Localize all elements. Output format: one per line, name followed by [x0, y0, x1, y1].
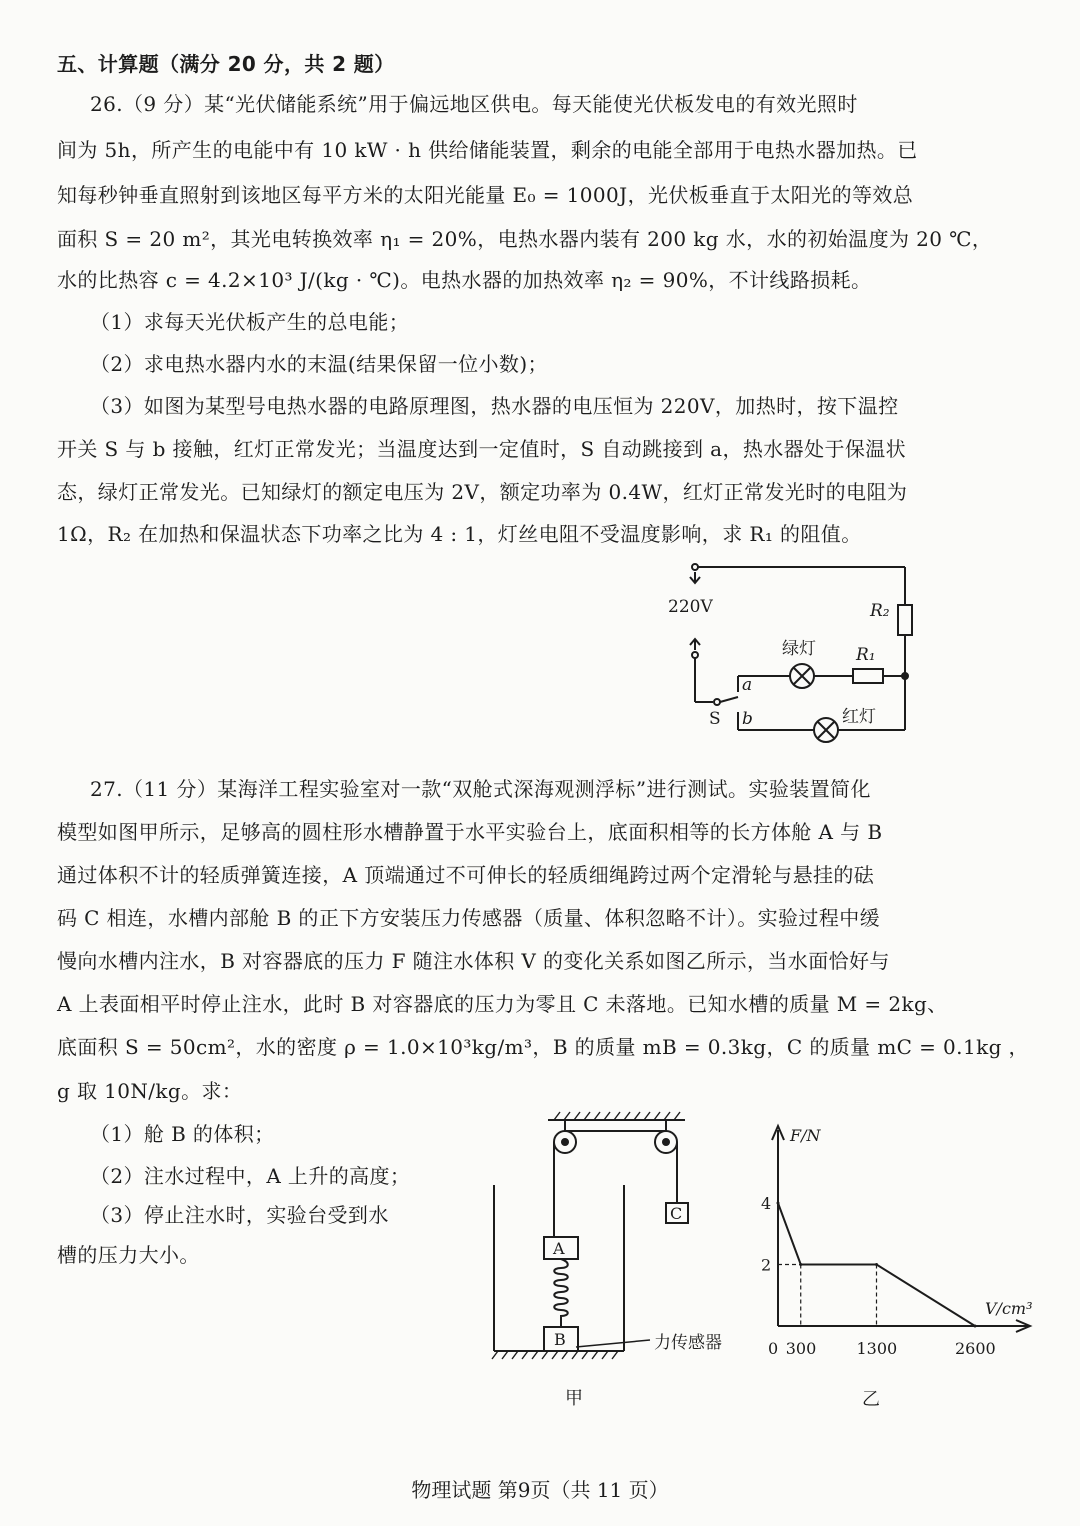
data-point — [777, 1202, 780, 1205]
switch-label: S — [709, 709, 721, 729]
q27-line: 槽的压力大小。 — [57, 1243, 200, 1267]
y-axis-label: F/N — [790, 1126, 821, 1145]
q26-line: 间为 5h，所产生的电能中有 10 kW · h 供给储能装置，剩余的电能全部用于电热水器加热。已 — [57, 138, 918, 162]
q26-line: 知每秒钟垂直照射到该地区每平方米的太阳光能量 E₀ = 1000J，光伏板垂直于太阳光的等效总 — [57, 183, 914, 207]
q26-line: 1Ω，R₂ 在加热和保温状态下功率之比为 4 : 1，灯丝电阻不受温度影响，求 R₁ 的阻值。 — [57, 522, 862, 546]
data-point — [875, 1263, 878, 1266]
q26-line: 26.（9 分）某“光伏储能系统”用于偏远地区供电。每天能使光伏板发电的有效光照时 — [90, 92, 858, 116]
figure-yi-chart — [750, 1115, 1040, 1365]
q27-sub-1: （1）舱 B 的体积； — [90, 1122, 275, 1146]
weight-c-label: C — [670, 1204, 683, 1223]
figure-jia-apparatus — [480, 1110, 750, 1370]
contact-a-label: a — [742, 675, 753, 695]
q27-line: 27.（11 分）某海洋工程实验室对一款“双舱式深海观测浮标”进行测试。实验装置简化 — [90, 777, 871, 801]
figure-yi-caption: 乙 — [862, 1389, 880, 1410]
cabin-a-label: A — [553, 1239, 565, 1258]
data-point — [974, 1325, 977, 1328]
q26-sub-3: （3）如图为某型号电热水器的电路原理图，热水器的电压恒为 220V，加热时，按下温控 — [90, 394, 899, 418]
circuit-diagram — [640, 555, 940, 755]
r2-label: R₂ — [870, 601, 890, 621]
x-tick-label: 2600 — [955, 1339, 996, 1358]
section-title: 五、计算题（满分 20 分，共 2 题） — [57, 52, 395, 76]
q27-line: g 取 10N/kg。求： — [57, 1079, 243, 1103]
q26-line: 开关 S 与 b 接触，红灯正常发光；当温度达到一定值时，S 自动跳接到 a，热水器处于保温状 — [57, 437, 907, 461]
q27-line: 慢向水槽内注水，B 对容器底的压力 F 随注水体积 V 的变化关系如图乙所示，当水面恰好与 — [57, 949, 890, 973]
data-point — [799, 1263, 802, 1266]
page-footer: 物理试题 第9页（共 11 页） — [411, 1478, 669, 1502]
voltage-label: 220V — [668, 597, 713, 617]
y-tick-label: 2 — [761, 1255, 772, 1275]
x-tick-label: 300 — [785, 1339, 817, 1358]
y-tick-label: 4 — [761, 1194, 772, 1213]
contact-b-label: b — [742, 709, 753, 729]
q26-line: 水的比热容 c = 4.2×10³ J/(kg · ℃)。电热水器的加热效率 η₂ = 90%，不计线路损耗。 — [57, 268, 872, 292]
q27-sub-2: （2）注水过程中，A 上升的高度； — [90, 1164, 411, 1188]
q26-line: 面积 S = 20 m²，其光电转换效率 η₁ = 20%，电热水器内装有 200 kg 水，水的初始温度为 20 ℃， — [57, 227, 993, 251]
q27-line: 模型如图甲所示，足够高的圆柱形水槽静置于水平实验台上，底面积相等的长方体舱 A 与 B — [57, 820, 883, 844]
q26-line: 态，绿灯正常发光。已知绿灯的额定电压为 2V，额定功率为 0.4W，红灯正常发光时的电阻为 — [57, 480, 908, 504]
r1-label: R₁ — [856, 645, 876, 665]
q27-line: 码 C 相连，水槽内部舱 B 的正下方安装压力传感器（质量、体积忽略不计）。实验过程中缓 — [57, 906, 881, 930]
q26-sub-1: （1）求每天光伏板产生的总电能； — [90, 310, 410, 334]
q27-sub-3: （3）停止注水时，实验台受到水 — [90, 1203, 389, 1227]
x-tick-label: 0 — [768, 1339, 779, 1358]
figure-jia-caption: 甲 — [565, 1388, 583, 1409]
x-axis-label: V/cm³ — [985, 1299, 1033, 1318]
cabin-b-label: B — [554, 1330, 566, 1349]
q27-line: A 上表面相平时停止注水，此时 B 对容器底的压力为零且 C 未落地。已知水槽的质量 M = 2kg、 — [57, 992, 948, 1016]
q27-line: 底面积 S = 50cm²，水的密度 ρ = 1.0×10³kg/m³，B 的质量 mB = 0.3kg，C 的质量 mC = 0.1kg ， — [57, 1035, 1029, 1059]
sensor-label: 力传感器 — [654, 1333, 722, 1353]
green-lamp-label: 绿灯 — [782, 639, 816, 659]
red-lamp-label: 红灯 — [842, 707, 876, 727]
x-tick-label: 1300 — [856, 1339, 898, 1358]
q27-line: 通过体积不计的轻质弹簧连接，A 顶端通过不可伸长的轻质细绳跨过两个定滑轮与悬挂的砝 — [57, 863, 875, 887]
q26-sub-2: （2）求电热水器内水的末温(结果保留一位小数)； — [90, 352, 548, 376]
